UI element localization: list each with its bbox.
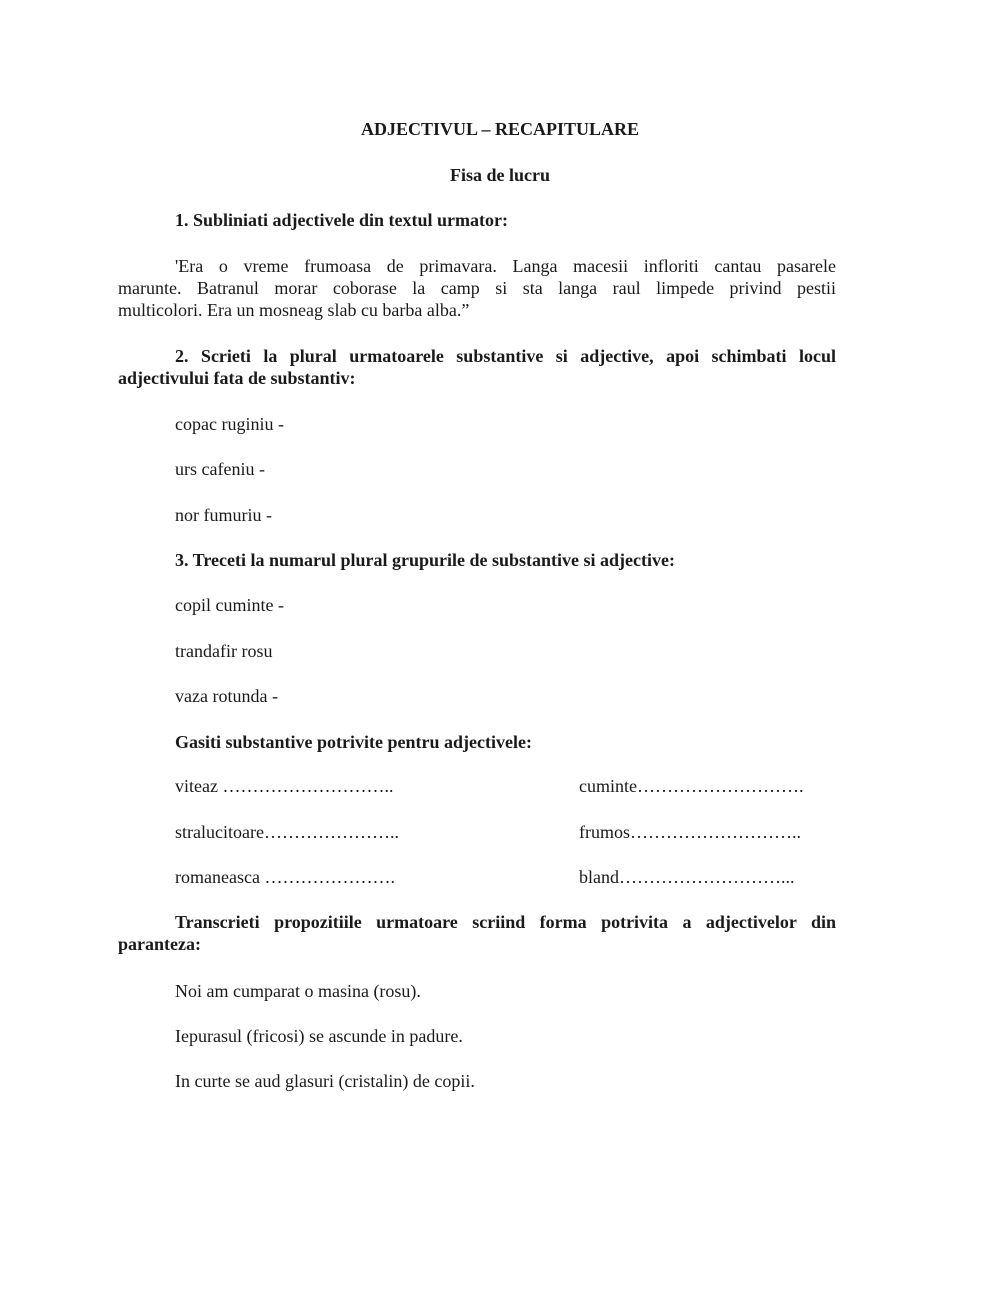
exercise-4-left-item: romaneasca ………………….	[175, 867, 395, 887]
exercise-3-item: vaza rotunda -	[175, 686, 278, 706]
exercise-1-text-line-3: multicolori. Era un mosneag slab cu barba alba.”	[118, 300, 470, 320]
page-title: ADJECTIVUL – RECAPITULARE	[360, 119, 640, 139]
exercise-4-right-item: frumos………………………..	[579, 822, 801, 842]
exercise-5-heading-line-1	[118, 911, 836, 933]
exercise-4-left-item: stralucitoare…………………..	[175, 822, 399, 842]
exercise-2-item: nor fumuriu -	[175, 505, 272, 525]
exercise-5-sentence: Noi am cumparat o masina (rosu).	[175, 981, 421, 1001]
exercise-1-text-line-1-content: 'Era o vreme frumoasa de primavara. Langa macesii infloriti cantau pasarele	[175, 256, 836, 276]
exercise-5-heading-line-1-content: Transcrieti propozitiile urmatoare scriind forma potrivita a adjectivelor din	[175, 912, 836, 932]
page-subtitle: Fisa de lucru	[449, 165, 550, 185]
exercise-2-item: copac ruginiu -	[175, 414, 284, 434]
exercise-4-heading: Gasiti substantive potrivite pentru adjectivele:	[175, 732, 532, 752]
exercise-4-right-item: cuminte……………………….	[579, 776, 804, 796]
exercise-1-heading: 1. Subliniati adjectivele din textul urmator:	[175, 210, 508, 230]
exercise-5-sentence: Iepurasul (fricosi) se ascunde in padure.	[175, 1026, 463, 1046]
exercise-4-right-item: bland………………………...	[579, 867, 795, 887]
exercise-3-item: copil cuminte -	[175, 595, 284, 615]
exercise-5-heading-line-2: paranteza:	[118, 934, 201, 954]
exercise-3-item: trandafir rosu	[175, 641, 273, 661]
exercise-2-heading-line-1-content: 2. Scrieti la plural urmatoarele substantive si adjective, apoi schimbati locul	[175, 346, 836, 366]
exercise-2-heading-line-2: adjectivului fata de substantiv:	[118, 368, 356, 388]
exercise-2-item: urs cafeniu -	[175, 459, 265, 479]
exercise-4-left-item: viteaz ………………………..	[175, 776, 394, 796]
exercise-2-heading-line-1	[118, 345, 836, 367]
exercise-3-heading: 3. Treceti la numarul plural grupurile de substantive si adjective:	[175, 550, 675, 570]
exercise-1-text-line-1	[118, 255, 836, 277]
exercise-5-sentence: In curte se aud glasuri (cristalin) de copii.	[175, 1071, 475, 1091]
exercise-1-text-line-2: marunte. Batranul morar coborase la camp si sta langa raul limpede privind pestii	[118, 278, 836, 298]
